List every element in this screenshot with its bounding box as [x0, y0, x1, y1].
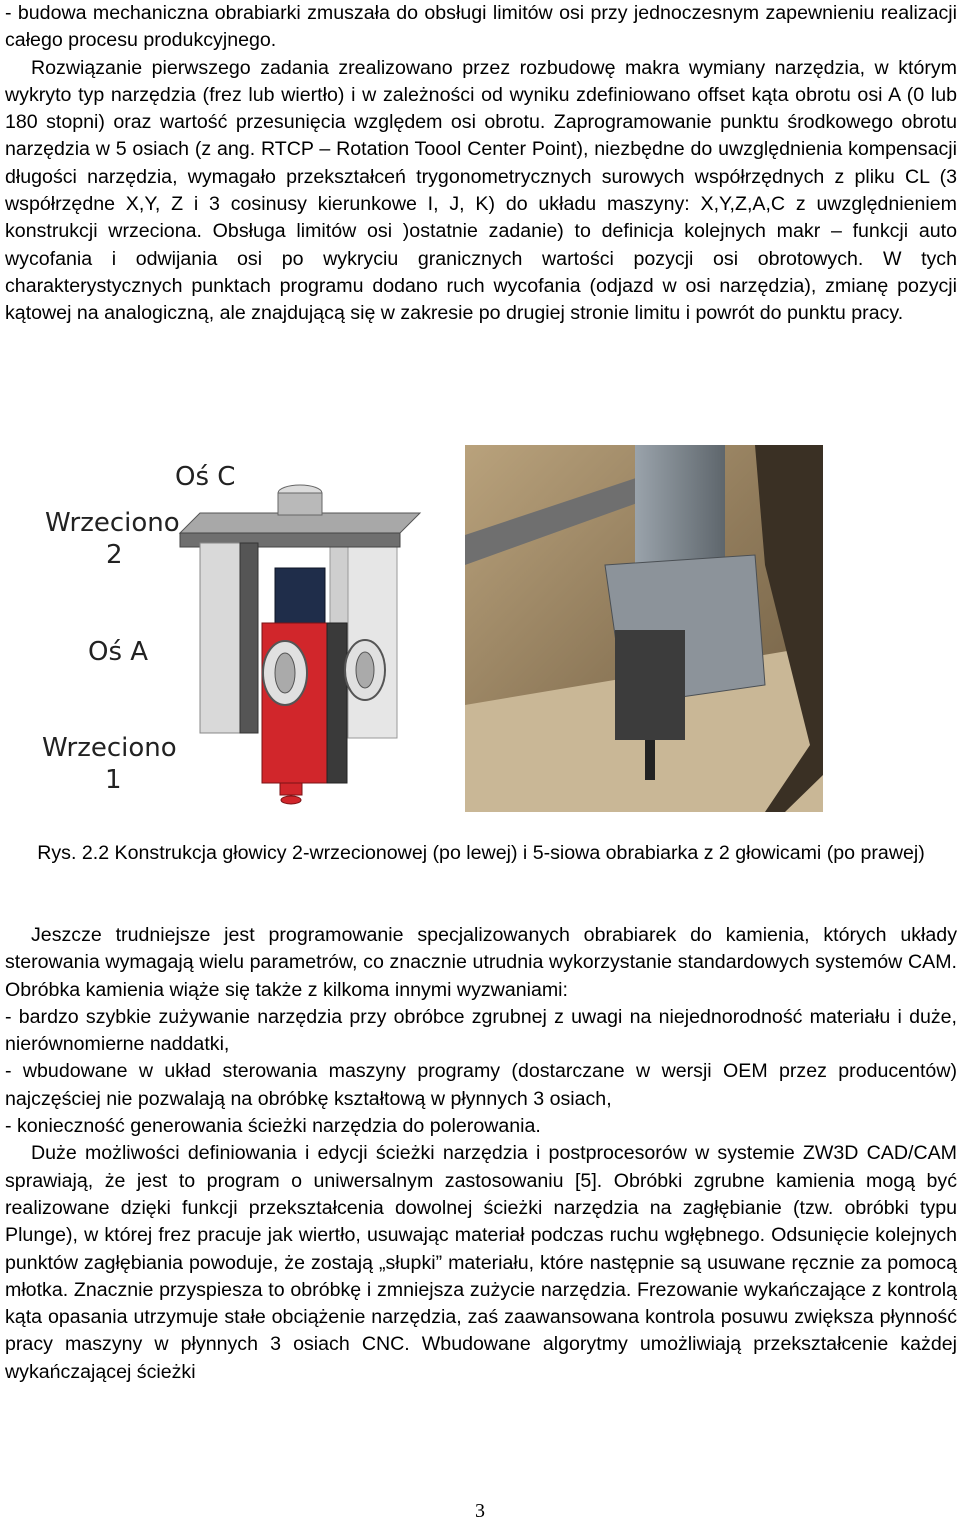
page-number: 3: [475, 1500, 485, 1522]
spindle-1-side: [327, 623, 347, 783]
photo-head-column: [635, 445, 725, 565]
list-item: - bardzo szybkie zużywanie narzędzia przy obróbce zgrubnej z uwagi na niejednorodność materiału i duże, nierównomierne naddatki,: [5, 1005, 957, 1056]
photo-spindle-block: [615, 630, 685, 740]
paragraph-1-body: Rozwiązanie pierwszego zadania zrealizowano przez rozbudowę makra wymiany narzędzia, w którym wykryto typ narzędzia (frez lub wiertło) i w zależności od wyniku zdefiniowano offset kąta obrotu osi A (0 lub 180 stopni) oraz wartość przesunięcia względem osi obrotu. Zaprogramowanie punktu środkowego obrotu narzędzia w 5 osiach (z ang. RTCP – Rotation Toool Center Point), niezbędne do uwzględnienia kompensacji długości narzędzia, wymagało przekształceń trygonometrycznych surowych współrzędnych z pliku CL (3 współrzędne X,Y, Z i 3 cosinusy kierunkowe I, J, K) do układu maszyny: X,Y,Z,A,C z uwzględnieniem konstrukcji wrzeciona. Obsługa limitów osi )ostatnie zadanie) to definicja kolejnych makr – funkcji auto wycofania i odwijania osi po wykryciu granicznych wartości pozycji osi obrotowych. W tych charakterystycznych punktach programu dodano ruch wycofania (odjazd w osi narzędzia), zmianę pozycji kątowej na analogiczną, ale znajdującą się w zakresie po drugiej stronie limitu i powrót do punktu pracy.: [5, 56, 957, 325]
label-spindle-2-line1: Wrzeciono: [45, 508, 180, 538]
axis-a-right-ring-inner: [356, 652, 374, 688]
paragraph-1-line-1: - budowa mechaniczna obrabiarki zmuszała do obsługi limitów osi przy jednoczesnym zapewnieniu realizacji całego procesu produkcyjnego.: [5, 2, 957, 52]
paragraph-2: [5, 922, 957, 1386]
right-pillar: [345, 528, 397, 738]
figure-caption: Rys. 2.2 Konstrukcja głowicy 2-wrzecionowej (po lewej) i 5-siowa obrabiarka z 2 głowicami (po prawej): [37, 842, 925, 864]
spindle-1-tool-tip: [281, 796, 301, 804]
label-axis-a: Oś A: [88, 637, 149, 667]
photo-tool: [645, 740, 655, 780]
label-spindle-2-line2: 2: [106, 540, 123, 570]
list-item: - konieczność generowania ścieżki narzędzia do polerowania.: [5, 1115, 541, 1138]
paragraph-2-intro: Jeszcze trudniejsze jest programowanie specjalizowanych obrabiarek do kamienia, których układy sterowania wymagają wielu parametrów, co znacznie utrudnia wykorzystanie standardowych systemów CAM. Obróbka kamienia wiąże się także z kilkoma innymi wyzwaniami:: [5, 924, 957, 1001]
five-axis-machine-photo: [465, 445, 823, 812]
axis-c-cylinder-body: [278, 493, 322, 515]
paragraph-3-body: Duże możliwości definiowania i edycji ścieżki narzędzia i postprocesorów w systemie ZW3D CAD/CAM sprawiają, że jest to program o uniwersalnym zastosowaniu [5]. Obróbki zgrubne kamienia mogą być realizowane dzięki funkcji przekształcenia dowolnej ścieżki narzędzia na zagłębianie (tzw. obróbki typu Plunge), w której frez pracuje jak wiertło, usuwając materiał podczas ruchu wgłębnego. Odsunięcie kolejnych punktów zagłębiania powoduje, że zostają „słupki” materiału, które następnie są usuwane ręcznie za pomocą młotka. Znacznie przyspiesza to obróbkę i zmniejsza zużycie narzędzia. Frezowanie wykańczające z kontrolą kąta opasania utrzymuje stałe obciążenie narzędzia, zaś zaawansowana kontrola posuwu zwiększa płynność pracy maszyny w płynnych 3 osiach CNC. Wbudowane algorytmy umożliwiają przekształcenie każdej wykańczającej ścieżki: [5, 1142, 957, 1383]
list-item: - wbudowane w układ sterowania maszyny programy (dostarczane w wersji OEM przez producentów) najczęściej nie pozwalają na obróbkę kształtową w płynnych 3 osiach,: [5, 1060, 957, 1110]
spindle-1-tool: [280, 783, 302, 795]
figure-2-2: [0, 440, 960, 820]
label-spindle-1-line2: 1: [105, 765, 122, 795]
top-beam: [180, 513, 420, 533]
paragraph-1: [5, 0, 957, 328]
label-axis-c: Oś C: [175, 462, 236, 492]
axis-a-left-ring-inner: [275, 653, 295, 693]
label-spindle-1-line1: Wrzeciono: [42, 733, 177, 763]
two-spindle-head-diagram: [30, 448, 430, 818]
left-panel-edge: [240, 543, 258, 733]
